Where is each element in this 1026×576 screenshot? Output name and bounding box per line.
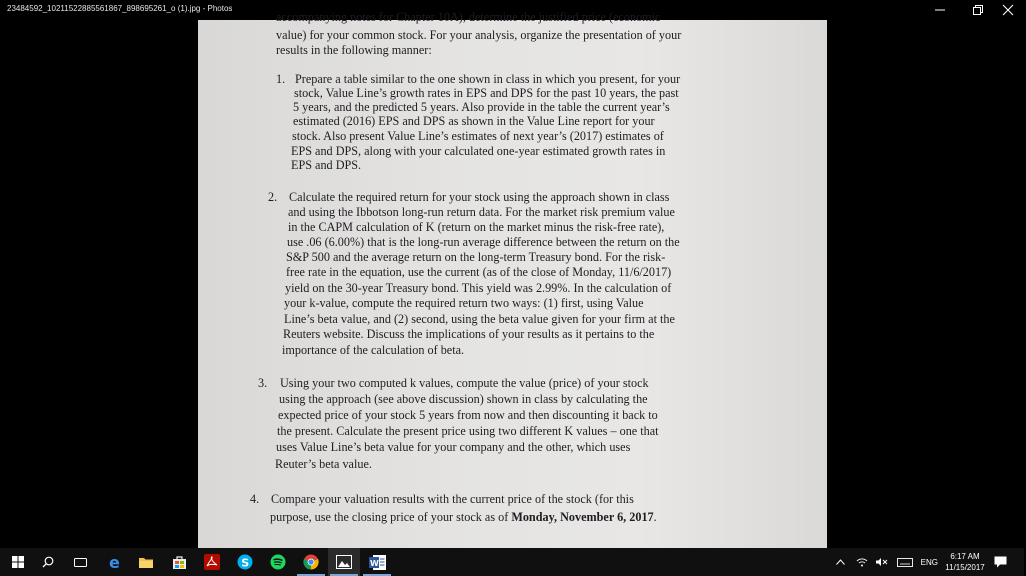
volume-muted-icon <box>875 557 888 567</box>
wifi-icon <box>856 557 868 567</box>
item-line: stock. Also present Value Line’s estimates of next year’s (2017) estimates of <box>292 129 664 143</box>
keyboard-icon <box>897 557 913 567</box>
clock-time: 6:17 AM <box>950 552 980 561</box>
item-line: Using your two computed k values, compute the value (price) of your stock <box>280 376 649 390</box>
keyboard-button[interactable] <box>897 548 913 576</box>
item-line: your k-value, compute the required return two ways: (1) first, using Value <box>284 296 644 310</box>
item-line: EPS and DPS, along with your calculated one-year estimated growth rates in <box>291 144 666 158</box>
photos-button[interactable] <box>328 548 360 576</box>
acrobat-icon <box>204 554 220 570</box>
item-line: EPS and DPS. <box>291 158 362 172</box>
intro-line: value) for your common stock. For your analysis, organize the presentation of your <box>276 28 682 42</box>
item-line: use .06 (6.00%) that is the long-run average difference between the return on the <box>287 235 680 249</box>
item-line: using the approach (see above discussion) shown in class by calculating the <box>279 392 648 406</box>
item-line: stock, Value Line’s growth rates in EPS and DPS for the past 10 years, the past <box>294 86 679 100</box>
volume-button[interactable] <box>875 548 888 576</box>
svg-text:S: S <box>241 556 250 570</box>
photo-paper <box>198 10 827 548</box>
word-icon <box>369 555 386 570</box>
store-icon <box>172 555 187 570</box>
chevron-up-icon <box>836 559 845 565</box>
svg-text:e: e <box>109 553 120 572</box>
item-line: S&P 500 and the average return on the long-term Treasury bond. For the risk- <box>286 250 666 264</box>
document-photo <box>198 10 827 548</box>
window-title: 23484592_10211522885561867_898695261_o (1).jpg - Photos <box>7 4 233 13</box>
close-icon <box>1003 5 1013 15</box>
photo-viewer[interactable] <box>0 10 1024 548</box>
spotify-icon <box>270 554 286 570</box>
spotify-button[interactable] <box>262 548 294 576</box>
item-line-end: . <box>653 510 657 524</box>
item-line: and using the Ibbotson long-run return data. For the market risk premium value <box>288 205 675 219</box>
search-button[interactable] <box>32 548 64 576</box>
item-line: Reuters website. Discuss the implications of your results as it pertains to the <box>283 327 655 341</box>
store-button[interactable] <box>163 548 195 576</box>
language-indicator[interactable]: ENG <box>920 558 938 567</box>
edge-button[interactable] <box>99 548 131 576</box>
task-view-button[interactable] <box>64 548 96 576</box>
notification-icon <box>994 556 1007 568</box>
item-line: Reuter’s beta value. <box>275 457 372 471</box>
edge-icon <box>107 554 123 570</box>
item-line-start: purpose, use the closing price of your stock as of <box>270 510 512 524</box>
item-line: Compare your valuation results with the current price of the stock (for this <box>271 492 634 506</box>
acrobat-button[interactable] <box>196 548 228 576</box>
windows-logo-icon <box>12 556 24 568</box>
task-view-icon <box>74 557 87 568</box>
item-line: estimated (2016) EPS and DPS as shown in the Value Line report for your <box>293 114 655 128</box>
item-line: free rate in the equation, use the current (as of the close of Monday, 11/6/2017) <box>286 265 672 279</box>
chrome-icon <box>303 554 319 570</box>
photos-icon <box>336 555 352 569</box>
clock[interactable] <box>940 551 990 573</box>
item-line: yield on the 30-year Treasury bond. This yield was 2.99%. In the calculation of <box>285 281 672 295</box>
item-number: 3. <box>258 376 268 390</box>
skype-icon <box>237 554 253 570</box>
folder-icon <box>138 555 154 569</box>
chrome-button[interactable] <box>295 548 327 576</box>
item-line: expected price of your stock 5 years from now and then discounting it back to <box>278 408 658 422</box>
item-line: Prepare a table similar to the one shown in class in which you present, for your <box>295 72 681 86</box>
minimize-icon <box>935 5 945 15</box>
clock-date: 11/15/2017 <box>945 563 985 572</box>
item-line: Calculate the required return for your stock using the approach shown in class <box>289 190 670 204</box>
item-line: uses Value Line’s beta value for your company and the other, which uses <box>276 440 631 454</box>
item-number: 1. <box>276 72 286 86</box>
item-line: the present. Calculate the present price using two different K values – one that <box>277 424 659 438</box>
item-line: in the CAPM calculation of K (return on the market minus the risk-free rate), <box>288 220 665 234</box>
item-line: Line’s beta value, and (2) second, using the beta value given for your firm at the <box>284 312 675 326</box>
item-number: 2. <box>268 190 278 204</box>
start-button[interactable] <box>0 548 36 576</box>
file-explorer-button[interactable] <box>130 548 162 576</box>
svg-text:W: W <box>369 558 379 568</box>
restore-icon <box>973 5 983 15</box>
action-center-button[interactable] <box>994 548 1007 576</box>
item-line <box>270 510 657 525</box>
tray-overflow-button[interactable] <box>836 548 845 576</box>
minimize-button[interactable] <box>922 0 958 20</box>
item-number: 4. <box>250 492 260 506</box>
close-button[interactable] <box>990 0 1026 20</box>
skype-button[interactable] <box>229 548 261 576</box>
bold-date: Monday, November 6, 2017 <box>511 510 654 524</box>
search-icon <box>42 556 54 568</box>
intro-line: results in the following manner: <box>276 43 432 57</box>
word-button[interactable] <box>361 548 393 576</box>
taskbar <box>0 548 1024 576</box>
cut-off-line: accompanying notes for Chapter 10A), determine the justified price (economic <box>276 10 661 24</box>
item-line: importance of the calculation of beta. <box>282 343 465 357</box>
network-button[interactable] <box>856 548 868 576</box>
item-line: 5 years, and the predicted 5 years. Also provide in the table the current year’s <box>293 100 670 114</box>
